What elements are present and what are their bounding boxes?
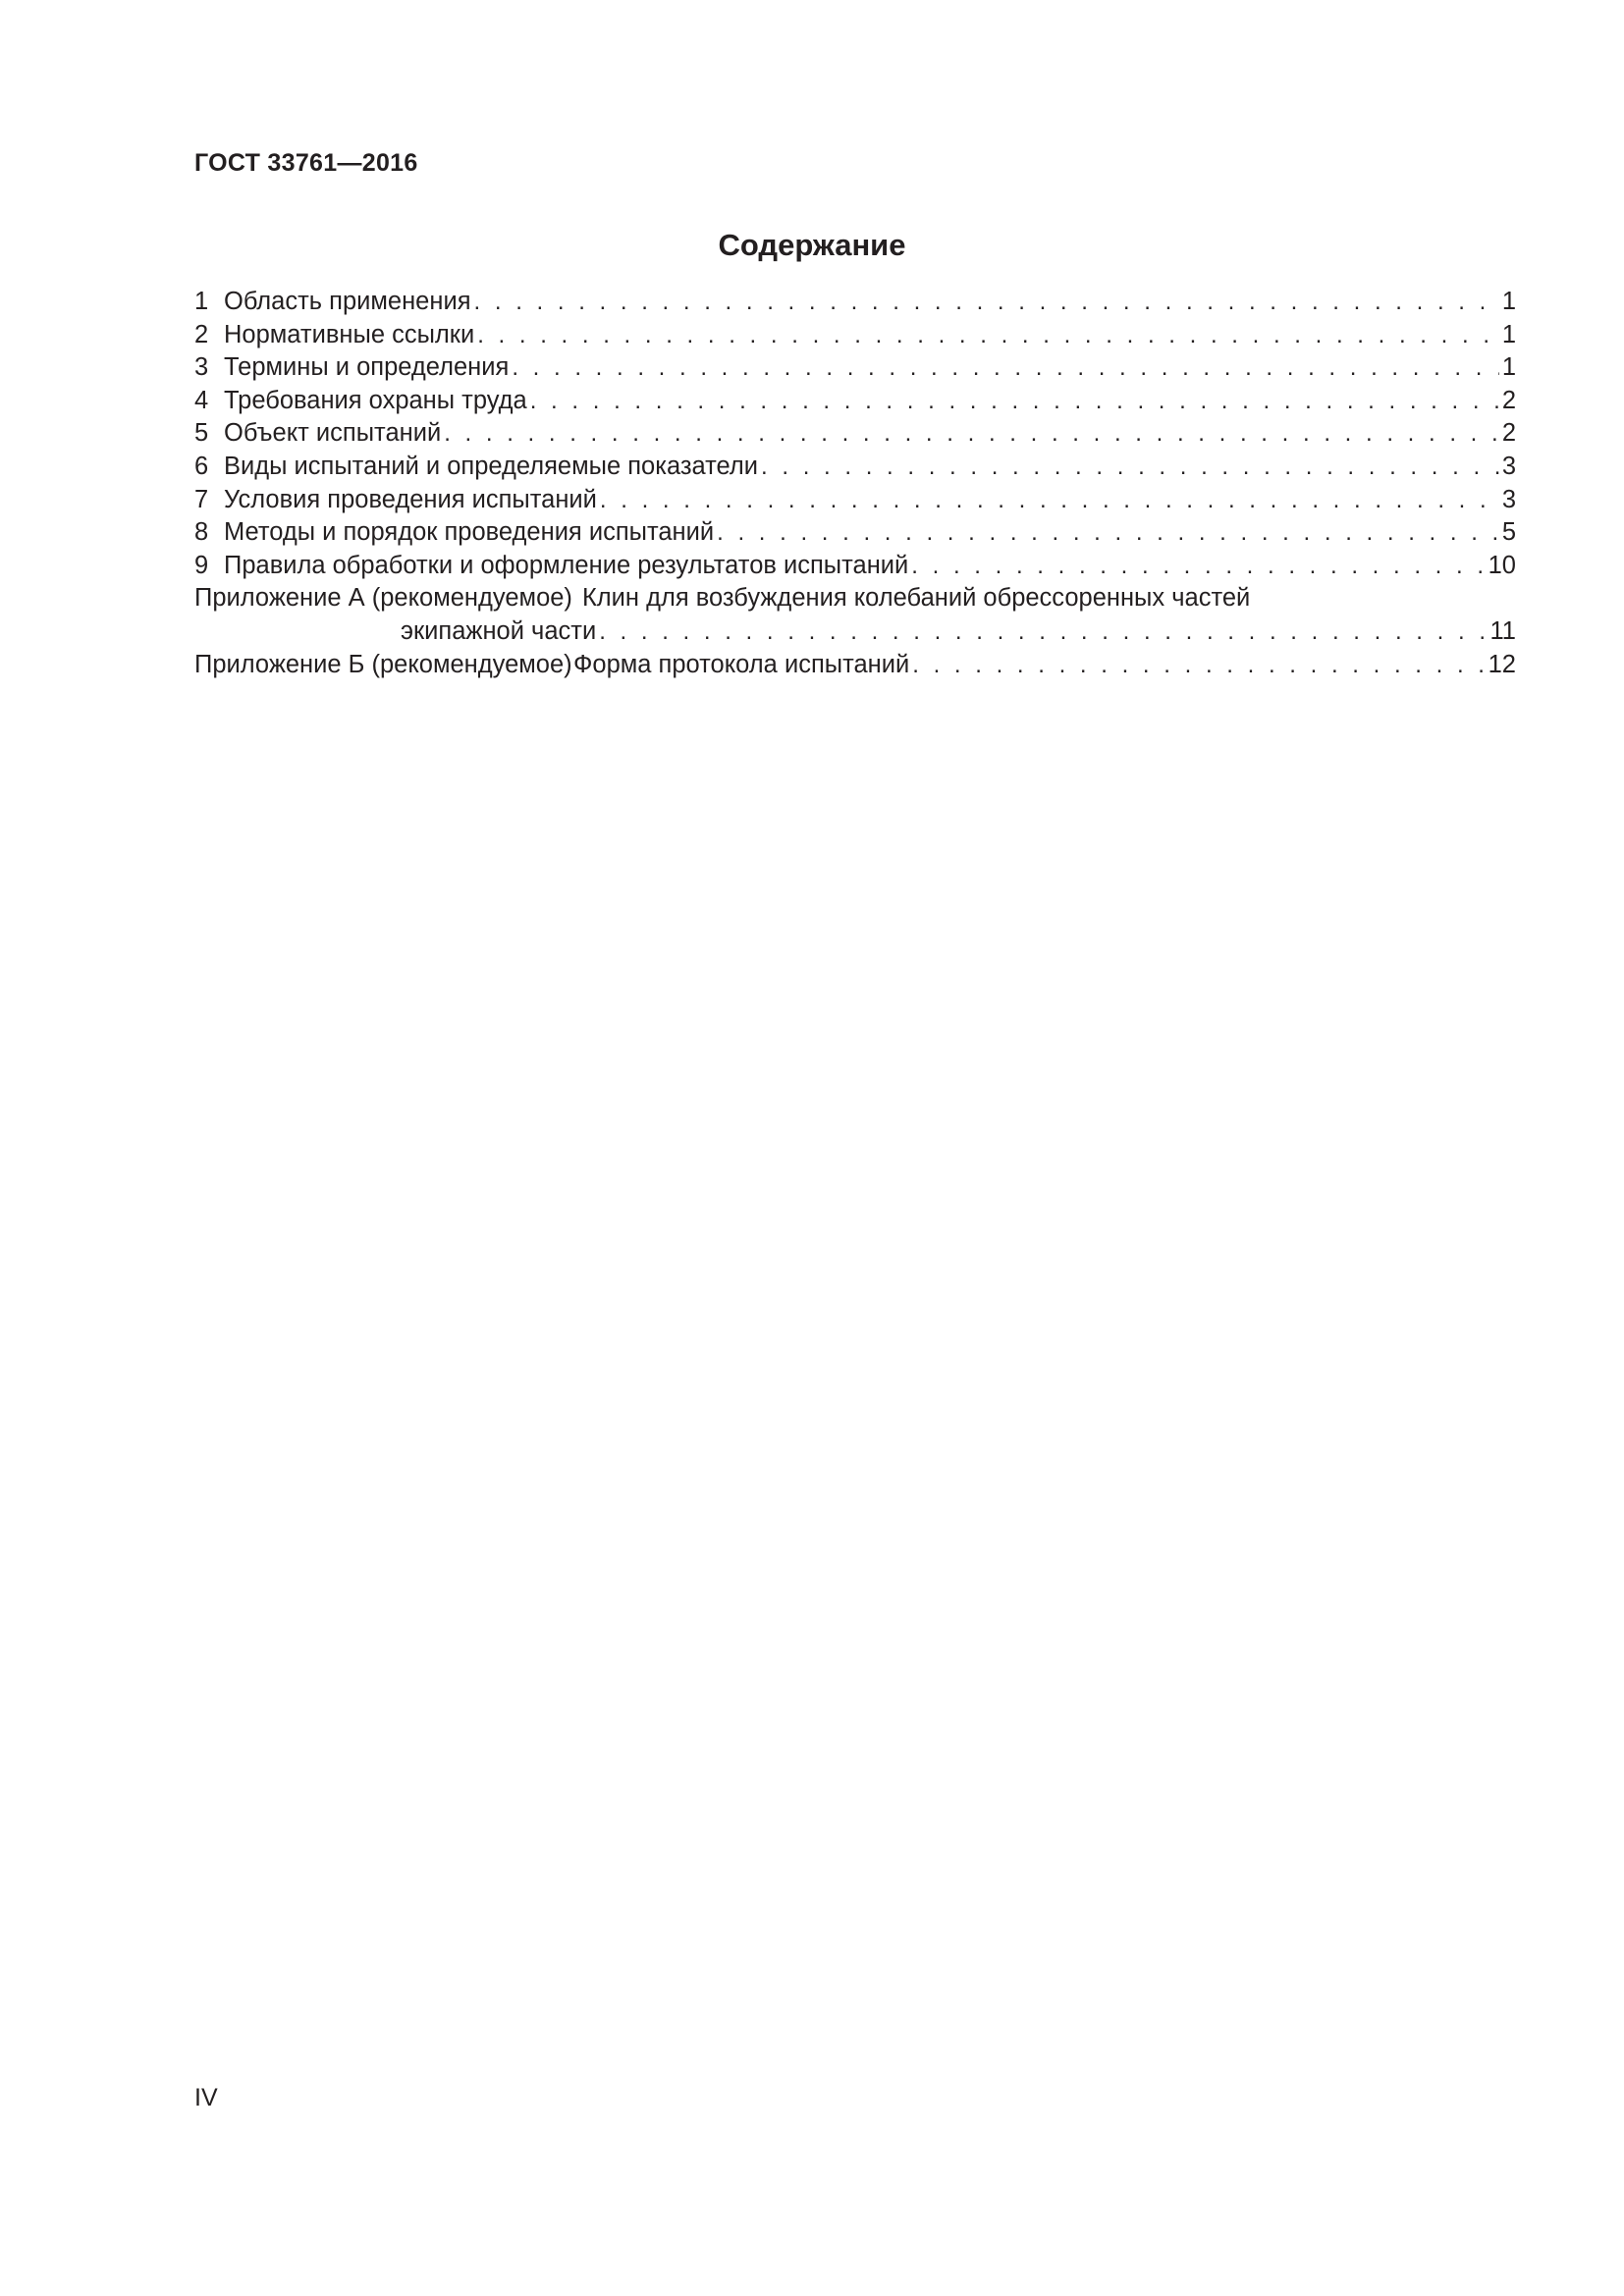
toc-entry-page: 2 [1501, 419, 1516, 448]
toc-entry-page: 11 [1489, 616, 1516, 645]
toc-appendix-a[interactable] [194, 582, 1516, 648]
toc-entry-number: 4 [194, 386, 209, 414]
toc-entry-page: 12 [1488, 650, 1516, 678]
dot-leader [477, 319, 1499, 352]
toc-entry[interactable] [194, 484, 1516, 517]
dot-leader [530, 385, 1499, 418]
toc-entry[interactable] [194, 385, 1516, 418]
dot-leader [717, 516, 1499, 550]
dot-leader [474, 286, 1499, 319]
toc-entry-page: 1 [1501, 288, 1516, 315]
toc-appendix-continuation [194, 615, 1516, 649]
toc-entry-page: 5 [1501, 518, 1516, 547]
toc-entry[interactable] [194, 451, 1516, 484]
toc-title: Содержание [718, 228, 906, 262]
dot-leader [911, 550, 1485, 583]
toc-appendix-prefix: Приложение А (рекомендуемое) [194, 584, 572, 613]
toc-appendix-b[interactable] [194, 649, 1516, 682]
toc-entry-number: 2 [194, 320, 209, 348]
toc-entry-label: Правила обработки и оформление результатов испытаний [224, 551, 909, 579]
toc-entry-label: Область применения [224, 288, 471, 315]
toc-entry[interactable] [194, 286, 1516, 319]
page-number: IV [194, 2084, 218, 2111]
dot-leader [512, 351, 1499, 385]
toc-entry-page: 3 [1501, 485, 1516, 513]
dot-leader [912, 649, 1485, 682]
toc-entry-page: 2 [1501, 386, 1516, 414]
toc-entry-page: 1 [1501, 353, 1516, 382]
dot-leader [761, 451, 1499, 484]
toc-entry-number: 7 [194, 485, 209, 513]
toc-appendix-title: Форма протокола испытаний [573, 650, 910, 678]
toc-appendix-title: Клин для возбуждения колебаний обрессоренных частей [581, 584, 1251, 613]
document-code: ГОСТ 33761—2016 [194, 149, 418, 177]
toc-entry-number: 1 [194, 288, 209, 315]
toc-entry[interactable] [194, 550, 1516, 583]
toc-entry-page: 3 [1501, 452, 1516, 480]
toc-entry-label: Методы и порядок проведения испытаний [224, 518, 715, 547]
toc-entry[interactable] [194, 351, 1516, 385]
toc-entry-number: 5 [194, 419, 209, 448]
toc-entry-number: 6 [194, 452, 209, 480]
dot-leader [599, 615, 1487, 649]
toc-appendix-title-cont: экипажной части [401, 616, 597, 645]
toc-entry[interactable] [194, 417, 1516, 451]
toc-entry-label: Нормативные ссылки [224, 320, 475, 348]
toc-entry-label: Термины и определения [224, 353, 510, 382]
toc-appendix-prefix: Приложение Б (рекомендуемое) [194, 650, 572, 678]
toc-entry-number: 3 [194, 353, 209, 382]
toc-entry-label: Условия проведения испытаний [224, 485, 597, 513]
toc-entry-page: 1 [1501, 320, 1516, 348]
toc-entry-label: Требования охраны труда [224, 386, 527, 414]
toc-entry-label: Виды испытаний и определяемые показатели [224, 452, 759, 480]
toc-entry-number: 8 [194, 518, 209, 547]
dot-leader [444, 417, 1499, 451]
toc-entry[interactable] [194, 516, 1516, 550]
toc-entry[interactable] [194, 319, 1516, 352]
dot-leader [600, 484, 1499, 517]
table-of-contents [194, 286, 1516, 681]
toc-appendix-head [194, 582, 1516, 615]
toc-entry-label: Объект испытаний [224, 419, 442, 448]
toc-entry-number: 9 [194, 551, 209, 579]
toc-entry-page: 10 [1488, 551, 1516, 579]
